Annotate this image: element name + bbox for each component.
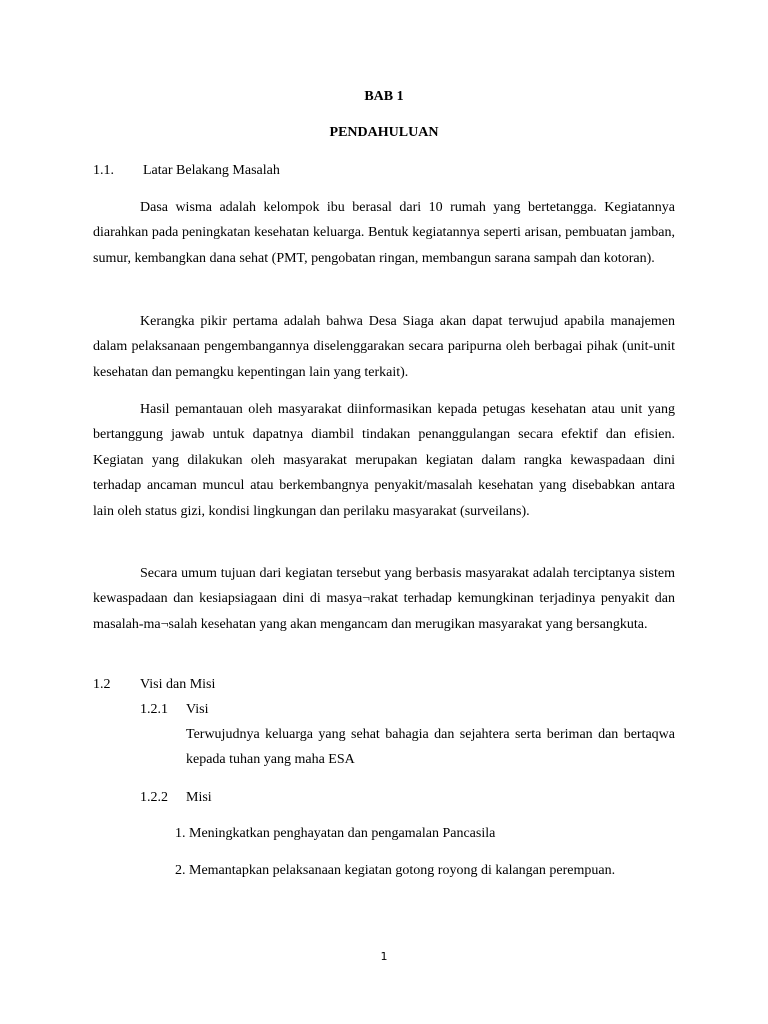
chapter-number: BAB 1 [364, 89, 404, 104]
paragraph-3: Hasil pemantauan oleh masyarakat diinformasikan kepada petugas kesehatan atau unit yang bertanggung jawab untuk dapatnya diambil tindakan penanggulangan secara efektif dan efisien. Kegiatan yang dilakukan oleh masyarakat merupakan kegiatan dalam rangka kewaspadaan dini terhadap ancaman muncul atau berkembangnya penyakit/masalah kesehatan yang disebabkan antara lain oleh status gizi, kondisi lingkungan dan perilaku masyarakat (surveilans). [93, 402, 675, 519]
chapter-title: PENDAHULUAN [329, 125, 439, 140]
paragraph-4: Secara umum tujuan dari kegiatan tersebut yang berbasis masyarakat adalah terciptanya sistem kewaspadaan dan kesiapsiagaan dini di masya¬rakat terhadap kemungkinan terjadinya penyakit dan masalah-ma¬salah kesehatan yang akan mengancam dan merugikan masyarakat yang bersangkuta. [93, 566, 675, 632]
visi-title: Visi [186, 702, 209, 717]
misi-item-1: 1. Meningkatkan penghayatan dan pengamalan Pancasila [175, 826, 496, 841]
page-number: 1 [380, 950, 388, 963]
section-2-number: 1.2 [93, 677, 111, 692]
paragraph-2: Kerangka pikir pertama adalah bahwa Desa Siaga akan dapat terwujud apabila manajemen dalam pelaksanaan pengembangannya diselenggarakan secara paripurna oleh berbagai pihak (unit-unit kesehatan dan pemangku kepentingan lain yang terkait). [93, 314, 675, 380]
section-1-number: 1.1. [93, 163, 114, 178]
misi-number: 1.2.2 [140, 790, 168, 805]
paragraph-1: Dasa wisma adalah kelompok ibu berasal dari 10 rumah yang bertetangga. Kegiatannya diarahkan pada peningkatan kesehatan keluarga. Bentuk kegiatannya seperti arisan, pembuatan jamban, sumur, kembangkan dana sehat (PMT, pengobatan ringan, membangun sarana sampah dan kotoran). [93, 200, 675, 266]
section-2-title: Visi dan Misi [140, 677, 216, 692]
visi-text: Terwujudnya keluarga yang sehat bahagia dan sejahtera serta beriman dan bertaqwa kepada tuhan yang maha ESA [186, 727, 675, 768]
misi-title: Misi [186, 790, 212, 805]
section-1-title: Latar Belakang Masalah [143, 163, 280, 178]
misi-item-2: 2. Memantapkan pelaksanaan kegiatan gotong royong di kalangan perempuan. [175, 863, 616, 878]
visi-number: 1.2.1 [140, 702, 168, 717]
